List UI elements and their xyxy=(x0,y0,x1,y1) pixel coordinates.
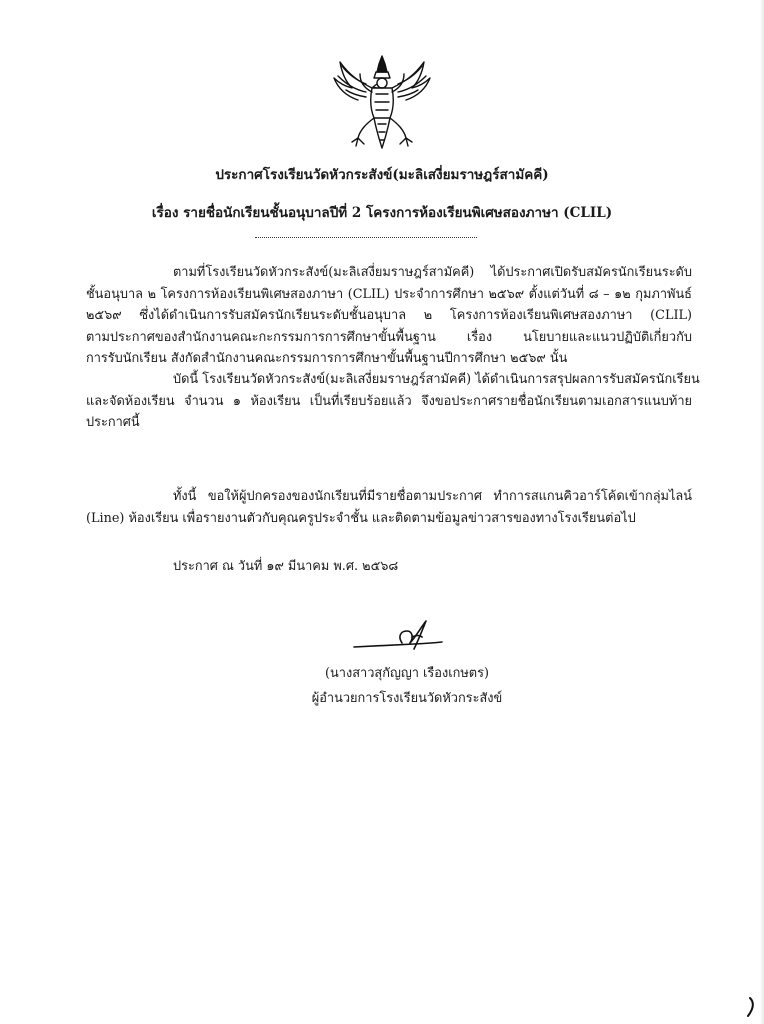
dotted-divider xyxy=(255,237,477,238)
paragraph-3 xyxy=(86,486,692,529)
handwritten-signature-icon xyxy=(352,613,452,657)
announcement-subject: เรื่อง รายชื่อนักเรียนชั้นอนุบาลปีที่ 2 โครงการห้องเรียนพิเศษสองภาษา (CLIL) xyxy=(151,205,613,221)
scan-corner-mark xyxy=(742,996,758,1018)
signer-position: ผู้อำนวยการโรงเรียนวัดหัวกระสังข์ xyxy=(311,691,503,706)
paragraph-line: (Line) ห้องเรียน เพื่อรายงานตัวกับคุณครูประจำชั้น และติดตามข้อมูลข่าวสารของทางโรงเรียนต่อไป xyxy=(86,510,636,526)
paragraph-line: บัดนี้ โรงเรียนวัดหัวกระสังข์(มะลิเสงี่ยมราษฎร์สามัคคี) ได้ดำเนินการสรุปผลการรับสมัครนักเรียน xyxy=(173,372,700,387)
paragraph-line: ชั้นอนุบาล ๒ โครงการห้องเรียนพิเศษสองภาษา (CLIL) ประจำการศึกษา ๒๕๖๙ ตั้งแต่วันที่ ๘ – ๑๒ กุมภาพันธ์ xyxy=(86,286,692,302)
paragraph-line: ประกาศนี้ xyxy=(86,415,140,430)
paragraph-2 xyxy=(86,369,700,434)
paragraph-1 xyxy=(86,262,692,370)
announcement-title: ประกาศโรงเรียนวัดหัวกระสังข์(มะลิเสงี่ยมราษฎร์สามัคคี) xyxy=(215,167,549,183)
paragraph-line: ตามประกาศของสำนักงานคณะกะกรรมการการศึกษาขั้นพื้นฐาน เรื่อง นโยบายและแนวปฏิบัติเกี่ยวกับ xyxy=(86,329,692,345)
scan-edge-shadow xyxy=(760,0,764,1024)
paragraph-line: ตามที่โรงเรียนวัดหัวกระสังข์(มะลิเสงี่ยมราษฎร์สามัคคี) ได้ประกาศเปิดรับสมัครนักเรียนระดับ xyxy=(173,265,692,280)
paragraph-line: ๒๕๖๙ ซึ่งได้ดำเนินการรับสมัครนักเรียนระดับชั้นอนุบาล ๒ โครงการห้องเรียนพิเศษสองภาษา (CLIL) xyxy=(86,308,692,323)
paragraph-line: ทั้งนี้ ขอให้ผู้ปกครองของนักเรียนที่มีรายชื่อตามประกาศ ทำการสแกนคิวอาร์โค้ดเข้ากลุ่มไลน์ xyxy=(173,489,692,504)
paragraph-line: การรับนักเรียน สังกัดสำนักงานคณะกรรมการการศึกษาขั้นพื้นฐานปีการศึกษา ๒๕๖๙ นั้น xyxy=(86,351,568,366)
signer-name: (นางสาวสุกัญญา เรืองเกษตร) xyxy=(325,666,489,681)
paragraph-line: และจัดห้องเรียน จำนวน ๑ ห้องเรียน เป็นที่เรียบร้อยแล้ว จึงขอประกาศรายชื่อนักเรียนตามเอกสารแนบท้าย xyxy=(86,393,692,409)
announcement-date: ประกาศ ณ วันที่ ๑๙ มีนาคม พ.ศ. ๒๕๖๘ xyxy=(173,559,399,574)
garuda-emblem-icon xyxy=(330,52,434,152)
